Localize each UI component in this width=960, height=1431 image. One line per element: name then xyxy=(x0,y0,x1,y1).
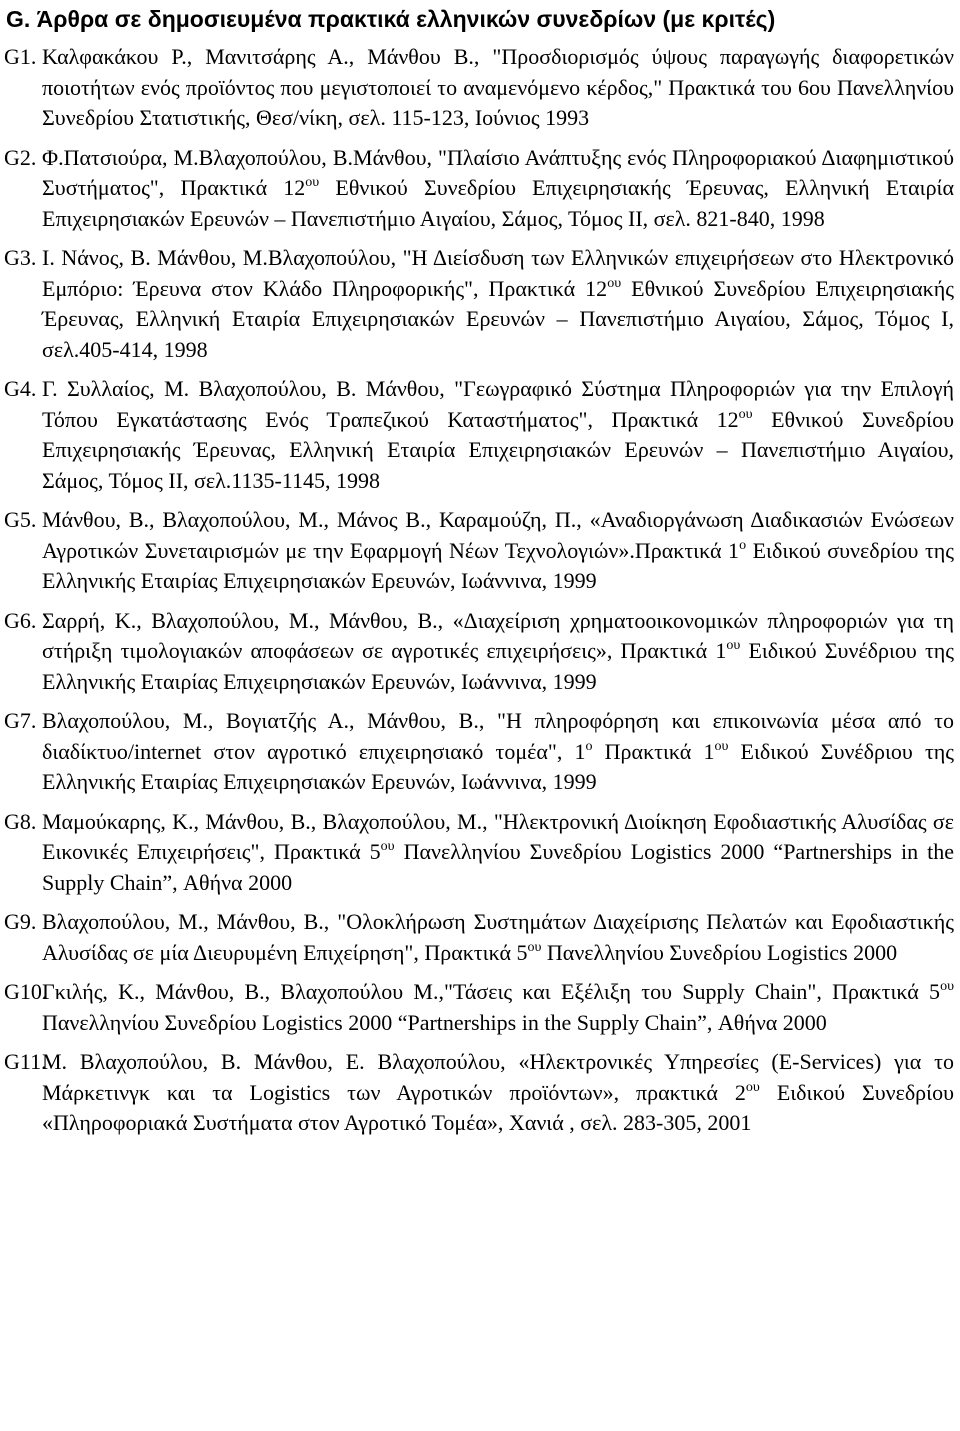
ordinal-superscript: ου xyxy=(940,979,954,994)
reference-code: G3. xyxy=(4,245,37,270)
ordinal-superscript: ο xyxy=(739,537,747,553)
reference-item xyxy=(4,977,954,1038)
reference-item xyxy=(4,374,954,496)
reference-text-segment: Βλαχοπούλου, Μ., Βογιατζής Α., Μάνθου, Β., "Η πληροφόρηση και επικοινωνία μέσα από το διαδίκτυο/internet στον αγροτικό επιχειρησιακό τομέα", 1 xyxy=(42,708,954,764)
reference-text-segment: Καλφακάκου Ρ., Μανιτσάρης Α., Μάνθου Β., "Προσδιορισμός ύψους παραγωγής διαφορετικών ποιοτήτων ενός προϊόντος που μεγιστοποιεί το αναμενόμενο κέρδος," Πρακτικά του 6ου Πανελληνίου Συνεδρίου Στατιστικής, Θεσ/νίκη, σελ. 115-123, Ιούνιος 1993 xyxy=(42,44,954,130)
reference-text-segment: Μάνθου, Β., Βλαχοπούλου, Μ., Μάνος Β., Καραμούζη, Π., «Αναδιοργάνωση Διαδικασιών Ενώσεων Αγροτικών Συνεταιρισμών με την Εφαρμογή Νέων Τεχνολογιών».Πρακτικά 1 xyxy=(42,507,954,563)
reference-item xyxy=(4,1047,954,1139)
ordinal-superscript: ου xyxy=(738,406,753,422)
reference-text xyxy=(42,143,954,235)
reference-text xyxy=(42,505,954,597)
reference-code: G2. xyxy=(4,144,37,170)
reference-text-segment: Εθνικού Συνεδρίου Επιχειρησιακής Έρευνας, Ελληνική Εταιρία Επιχειρησιακών Ερευνών – Πανεπιστήμιο Αιγαίου, Σάμος, Τόμος Ι, σελ.405-414, 1998 xyxy=(42,275,954,362)
reference-text xyxy=(42,243,954,365)
reference-code: G6. xyxy=(4,607,37,633)
reference-code: G1. xyxy=(4,44,37,69)
ordinal-superscript: ου xyxy=(380,839,395,854)
reference-item xyxy=(4,143,954,235)
reference-text-segment: Πρακτικά 1 xyxy=(592,738,715,764)
reference-text xyxy=(42,706,954,798)
reference-text xyxy=(42,907,954,968)
reference-text-segment: Σαρρή, Κ., Βλαχοπούλου, Μ., Μάνθου, Β., «Διαχείριση χρηματοοικονομικών πληροφοριών για τη στήριξη τιμολογιακών αποφάσεων σε αγροτικές επιχειρήσεις», Πρακτικά 1 xyxy=(42,607,954,663)
reference-text-segment: Ι. Νάνος, Β. Μάνθου, Μ.Βλαχοπούλου, "Η Διείσδυση των Ελληνικών επιχειρήσεων στο Ηλεκτρονικό Εμπόριο: Έρευνα στον Κλάδο Πληροφορικής", Πρακτικά 12 xyxy=(42,245,954,301)
reference-item xyxy=(4,907,954,968)
ordinal-superscript: ου xyxy=(305,175,320,190)
reference-item xyxy=(4,243,954,365)
reference-text-segment: Γ. Συλλαίος, Μ. Βλαχοπούλου, Β. Μάνθου, "Γεωγραφικό Σύστημα Πληροφοριών για την Επιλογή Τόπου Εγκατάστασης Ενός Τραπεζικού Καταστήματος", Πρακτικά 12 xyxy=(42,376,954,432)
reference-list xyxy=(4,42,954,1139)
document-page xyxy=(0,4,960,1431)
reference-text xyxy=(42,42,954,134)
reference-item xyxy=(4,42,954,134)
reference-text xyxy=(42,977,954,1038)
ordinal-superscript: ου xyxy=(527,939,542,955)
reference-code: G4. xyxy=(4,376,37,401)
reference-code: G5. xyxy=(4,507,37,532)
reference-code: G8. xyxy=(4,808,37,834)
reference-text-segment: Πανελληνίου Συνεδρίου Logistics 2000 “Partnerships in the Supply Chain”, Αθήνα 2000 xyxy=(42,839,954,895)
reference-item xyxy=(4,505,954,597)
reference-item xyxy=(4,807,954,899)
reference-text-segment: Πανελληνίου Συνεδρίου Logistics 2000 “Partnerships in the Supply Chain”, Αθήνα 2000 xyxy=(42,1009,827,1035)
reference-text xyxy=(42,807,954,899)
reference-text-segment: Ειδικού Συνέδριου της Ελληνικής Εταιρίας Επιχειρησιακών Ερευνών, Ιωάννινα, 1999 xyxy=(42,738,954,794)
ordinal-superscript: ου xyxy=(607,275,622,291)
reference-text-segment: Φ.Πατσιούρα, Μ.Βλαχοπούλου, Β.Μάνθου, "Πλαίσιο Ανάπτυξης ενός Πληροφοριακού Διαφημιστικού Συστήματος", Πρακτικά 12 xyxy=(42,144,954,200)
reference-code: G9. xyxy=(4,909,37,934)
reference-text-segment: Μ. Βλαχοπούλου, Β. Μάνθου, Ε. Βλαχοπούλου, «Ηλεκτρονικές Υπηρεσίες (E-Services) για το Μάρκετινγκ και τα Logistics των Αγροτικών προϊόντων», πρακτικά 2 xyxy=(42,1049,954,1105)
reference-code: G11. xyxy=(4,1049,47,1074)
reference-text-segment: Ειδικού Συνέδριου της Ελληνικής Εταιρίας Επιχειρησιακών Ερευνών, Ιωάννινα, 1999 xyxy=(42,638,955,694)
reference-text xyxy=(42,1047,954,1139)
ordinal-superscript: ου xyxy=(745,1079,760,1095)
reference-text-segment: Εθνικού Συνεδρίου Επιχειρησιακής Έρευνας, Ελληνική Εταιρία Επιχειρησιακών Ερευνών – Πανεπιστήμιο Αιγαίου, Σάμος, Τόμος ΙΙ, σελ. 821-840, 1998 xyxy=(42,175,954,231)
ordinal-superscript: ου xyxy=(726,638,741,653)
reference-text-segment: Ειδικού Συνεδρίου «Πληροφοριακά Συστήματα στον Αγροτικό Τομέα», Χανιά , σελ. 283-305, 2001 xyxy=(42,1079,954,1135)
reference-text-segment: Μαμούκαρης, Κ., Μάνθου, Β., Βλαχοπούλου, Μ., "Ηλεκτρονική Διοίκηση Εφοδιαστικής Αλυσίδας σε Εικονικές Επιχειρήσεις", Πρακτικά 5 xyxy=(42,808,954,864)
reference-text-segment: Βλαχοπούλου, Μ., Μάνθου, Β., "Ολοκλήρωση Συστημάτων Διαχείρισης Πελατών και Εφοδιαστικής Αλυσίδας σε μία Διευρυμένη Επιχείρηση", Πρακτικά 5 xyxy=(42,909,954,965)
reference-code: G7. xyxy=(4,708,37,733)
reference-text-segment: Εθνικού Συνεδρίου Επιχειρησιακής Έρευνας, Ελληνική Εταιρία Επιχειρησιακών Ερευνών – Πανεπιστήμιο Αιγαίου, Σάμος, Τόμος ΙΙ, σελ.1135-1145, 1998 xyxy=(42,406,954,493)
ordinal-superscript: ο xyxy=(585,738,593,754)
reference-item xyxy=(4,606,954,698)
section-heading: G. Άρθρα σε δημοσιευμένα πρακτικά ελληνικών συνεδρίων (με κριτές) xyxy=(6,6,776,32)
reference-code: G10. xyxy=(4,979,48,1004)
reference-item xyxy=(4,706,954,798)
reference-text-segment: Πανελληνίου Συνεδρίου Logistics 2000 xyxy=(541,939,898,965)
reference-text-segment: Ειδικού συνεδρίου της Ελληνικής Εταιρίας Επιχειρησιακών Ερευνών, Ιωάννινα, 1999 xyxy=(42,537,954,593)
reference-text xyxy=(42,374,954,496)
ordinal-superscript: ου xyxy=(714,738,729,754)
reference-text-segment: Γκιλής, Κ., Μάνθου, Β., Βλαχοπούλου Μ.,"Τάσεις και Εξέλιξη του Supply Chain", Πρακτικά 5 xyxy=(42,979,941,1004)
reference-text xyxy=(42,606,954,698)
